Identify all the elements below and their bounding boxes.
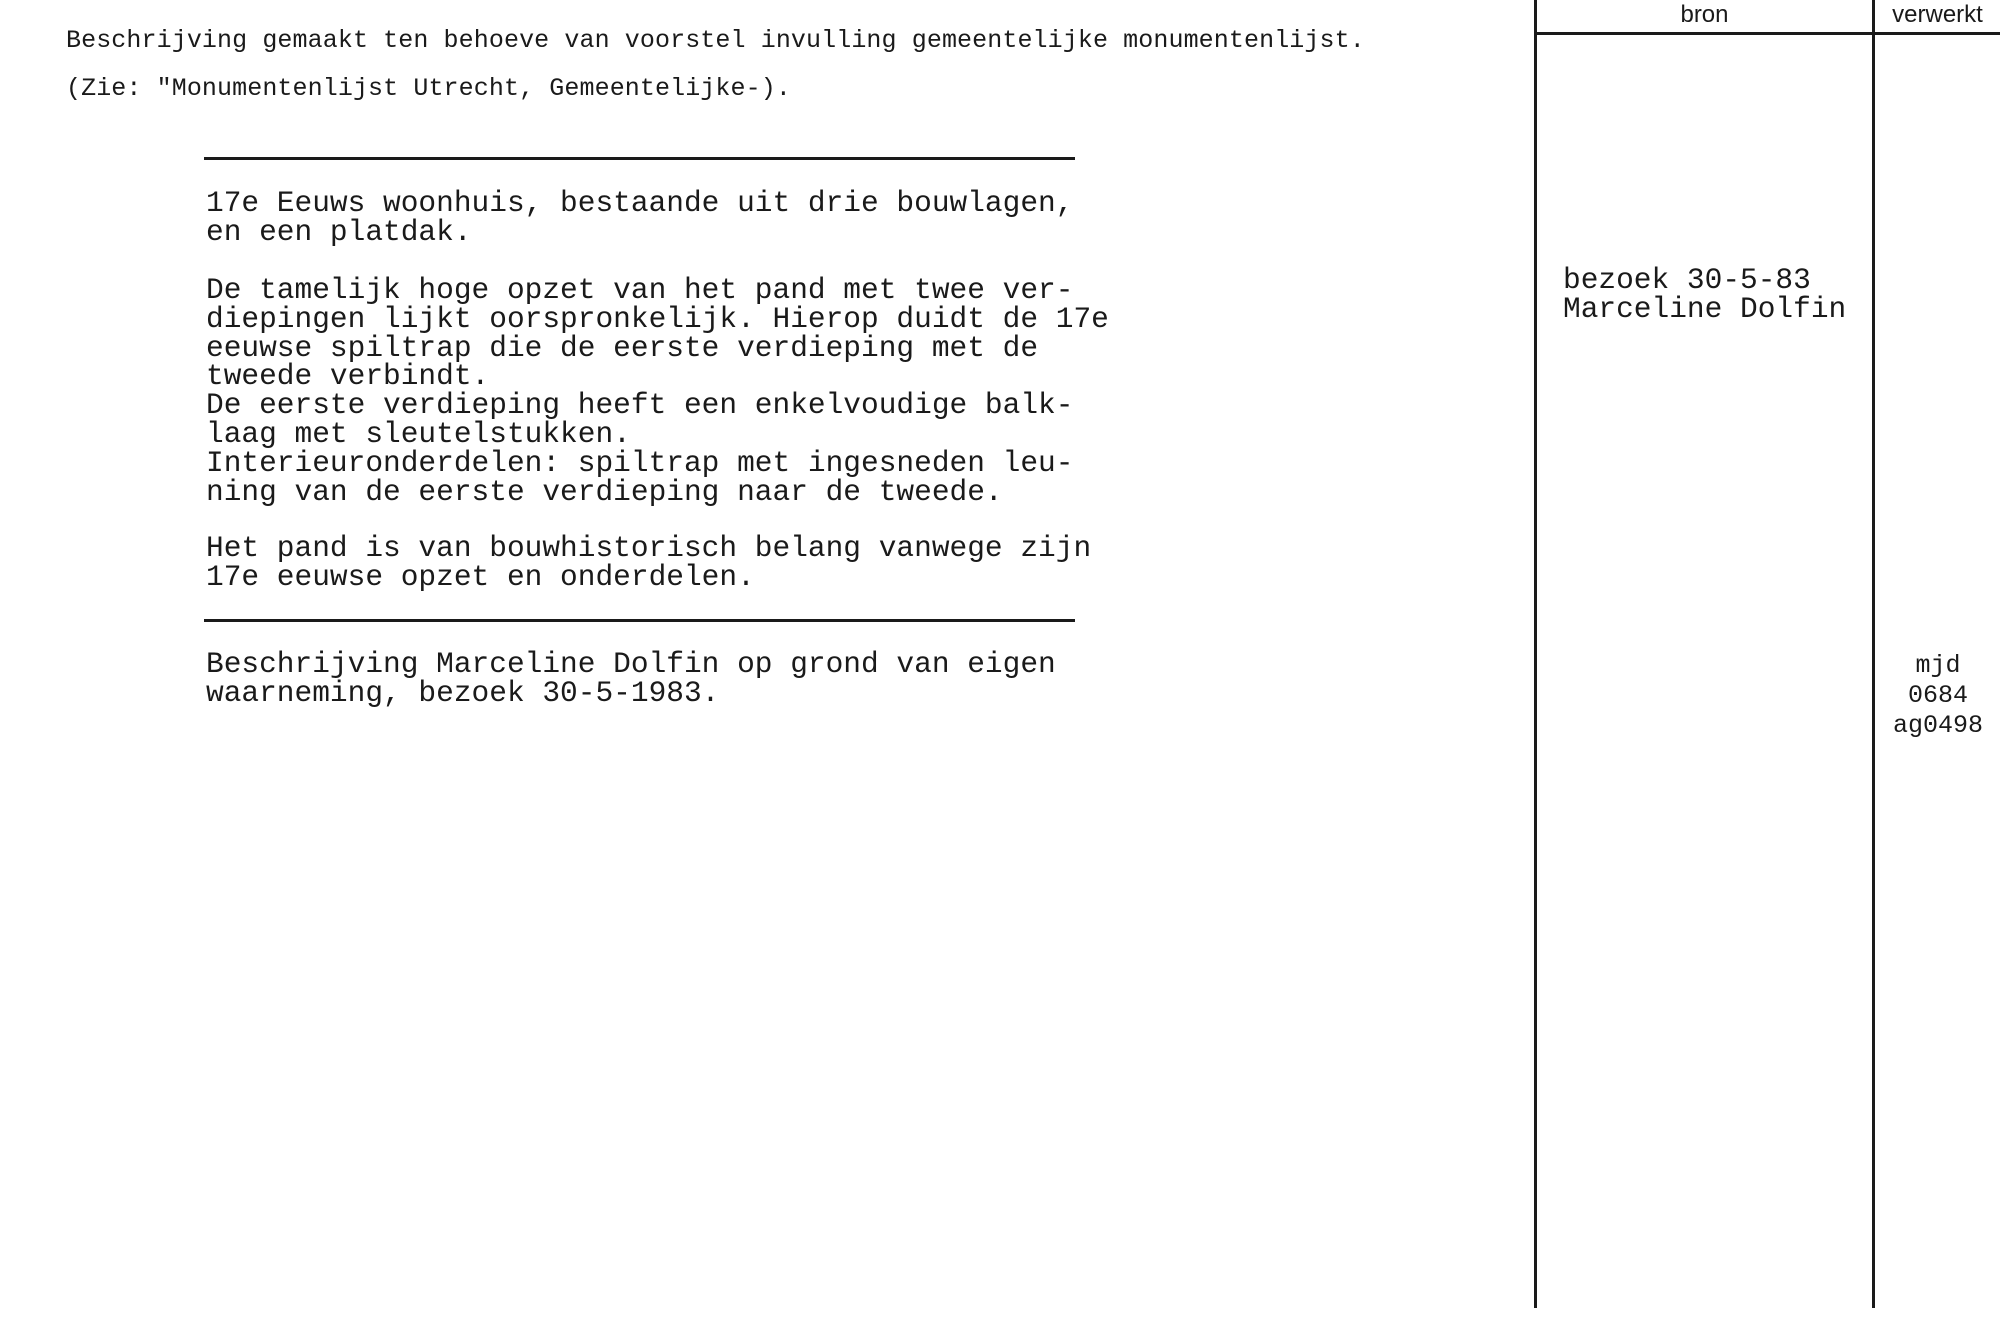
text-line: Beschrijving Marceline Dolfin op grond van eigen bbox=[206, 647, 1056, 681]
description-paragraph-3 bbox=[206, 531, 1092, 594]
header-description-purpose: Beschrijving gemaakt ten behoeve van voorstel invulling gemeentelijke monumentenlijst. bbox=[66, 26, 1365, 55]
column-header-underline bbox=[1535, 32, 2000, 35]
verwerkt-column-left-border bbox=[1872, 0, 1875, 1308]
text-line: diepingen lijkt oorspronkelijk. Hierop duidt de 17e bbox=[206, 301, 1109, 336]
source-note bbox=[206, 647, 1056, 710]
text-line: Interieuronderdelen: spiltrap met ingesneden leu- bbox=[206, 445, 1074, 480]
text-line: De tamelijk hoge opzet van het pand met twee ver- bbox=[206, 273, 1074, 307]
verwerkt-initials: mjd bbox=[1915, 651, 1961, 680]
text-line: De eerste verdieping heeft een enkelvoudige balk- bbox=[206, 388, 1074, 423]
text-line: ning van de eerste verdieping naar de tweede. bbox=[206, 474, 1003, 509]
bron-entry bbox=[1563, 263, 1847, 326]
text-line: 17e eeuwse opzet en onderdelen. bbox=[206, 559, 755, 594]
top-divider bbox=[204, 157, 1075, 160]
bottom-divider bbox=[204, 619, 1075, 622]
text-line: laag met sleutelstukken. bbox=[206, 416, 631, 451]
verwerkt-entry bbox=[1879, 651, 1997, 741]
description-paragraph-1 bbox=[206, 186, 1074, 249]
text-line: eeuwse spiltrap die de eerste verdieping met de bbox=[206, 330, 1039, 365]
description-paragraph-2 bbox=[206, 273, 1109, 509]
text-line: waarneming, bezoek 30-5-1983. bbox=[206, 675, 720, 710]
header-reference: (Zie: "Monumentenlijst Utrecht, Gemeentelijke-). bbox=[66, 74, 791, 103]
text-line: 17e Eeuws woonhuis, bestaande uit drie bouwlagen, bbox=[206, 186, 1074, 220]
bron-column-header: bron bbox=[1680, 1, 1729, 28]
text-line: tweede verbindt. bbox=[206, 359, 490, 394]
bron-column-left-border bbox=[1534, 0, 1537, 1308]
bron-visit-date: bezoek 30-5-83 bbox=[1563, 263, 1811, 297]
bron-author: Marceline Dolfin bbox=[1563, 291, 1847, 326]
verwerkt-archive-code: ag0498 bbox=[1892, 711, 1983, 740]
text-line: Het pand is van bouwhistorisch belang vanwege zijn bbox=[206, 531, 1092, 565]
verwerkt-column-header: verwerkt bbox=[1892, 1, 1983, 28]
verwerkt-code: 0684 bbox=[1907, 681, 1968, 710]
text-line: en een platdak. bbox=[206, 214, 472, 249]
